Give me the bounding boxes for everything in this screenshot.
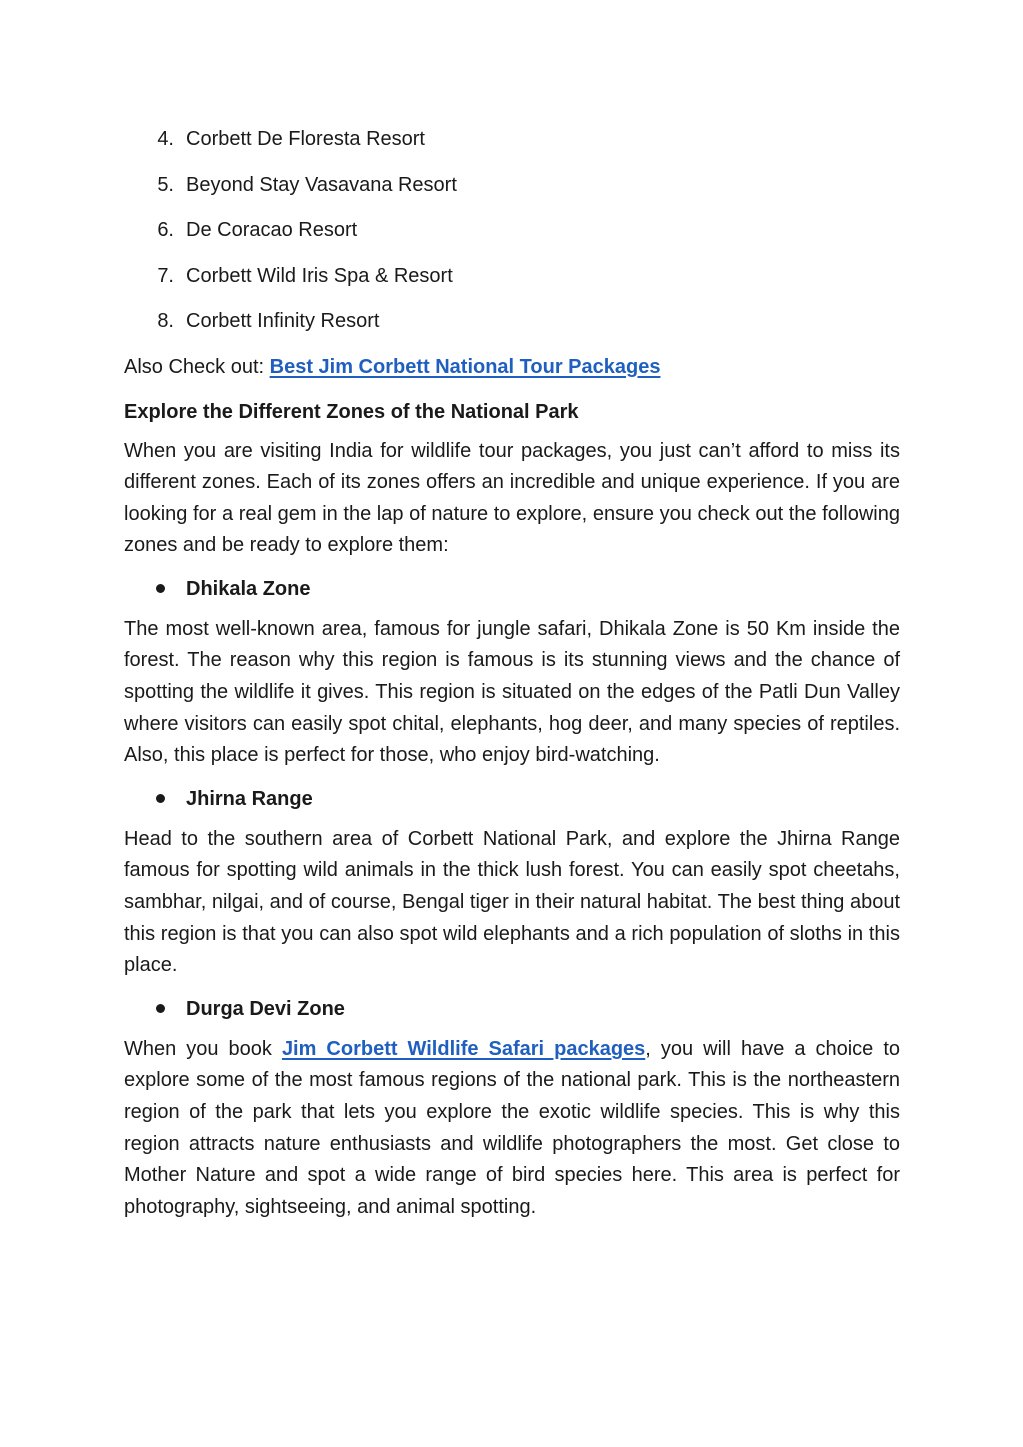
- list-item-label: Corbett De Floresta Resort: [186, 128, 425, 150]
- list-item-number: 5.: [157, 173, 174, 196]
- list-item: [124, 209, 900, 255]
- zone-title: Dhikala Zone: [186, 577, 311, 600]
- list-item: [124, 164, 900, 210]
- zone-text-prefix: When you book: [124, 1037, 282, 1060]
- list-item-label: Corbett Wild Iris Spa & Resort: [186, 264, 453, 287]
- list-item-number: 6.: [157, 219, 174, 241]
- zone-title: Jhirna Range: [186, 787, 313, 810]
- bullet-icon: [156, 584, 165, 593]
- document-page: [124, 118, 900, 1223]
- section-heading: Explore the Different Zones of the National Park: [124, 400, 579, 423]
- list-item: [124, 118, 900, 164]
- zone-heading-durga-devi: [124, 988, 900, 1034]
- intro-paragraph: When you are visiting India for wildlife tour packages, you just can’t afford to miss its different zones. Each of its zones offers an incredible and unique experience. If you are looking for a real gem in the lap of nature to explore, ensure you check out the following zones and be ready to explore them:: [124, 439, 900, 557]
- bullet-icon: [156, 1004, 165, 1013]
- zone-title: Durga Devi Zone: [186, 997, 345, 1020]
- list-item: [124, 300, 900, 346]
- resort-list: [124, 118, 900, 346]
- also-check-prefix: Also Check out:: [124, 355, 270, 378]
- also-check-line: [124, 346, 900, 391]
- zone-paragraph-durga-devi: [124, 1034, 900, 1224]
- list-item: [124, 255, 900, 301]
- list-item-label: Beyond Stay Vasavana Resort: [186, 173, 457, 196]
- list-item-number: 4.: [157, 128, 174, 150]
- list-item-number: 7.: [157, 264, 174, 287]
- zone-paragraph-dhikala: The most well-known area, famous for jungle safari, Dhikala Zone is 50 Km inside the forest. The reason why this region is famous is its stunning views and the chance of spotting the wildlife it gives. This region is situated on the edges of the Patli Dun Valley where visitors can easily spot chital, elephants, hog deer, and many species of reptiles. Also, this place is perfect for those, who enjoy bird-watching.: [124, 617, 900, 767]
- zone-heading-jhirna: [124, 778, 900, 824]
- tour-packages-link[interactable]: Best Jim Corbett National Tour Packages: [269, 355, 661, 378]
- zone-paragraph-jhirna: Head to the southern area of Corbett National Park, and explore the Jhirna Range famous for spotting wild animals in the thick lush forest. You can easily spot cheetahs, sambhar, nilgai, and of course, Bengal tiger in their natural habitat. The best thing about this region is that you can also spot wild elephants and a rich population of sloths in this place.: [124, 827, 900, 977]
- list-item-label: Corbett Infinity Resort: [186, 310, 380, 332]
- zone-heading-dhikala: [124, 568, 900, 614]
- list-item-label: De Coracao Resort: [186, 219, 358, 241]
- bullet-icon: [156, 794, 165, 803]
- safari-packages-link[interactable]: Jim Corbett Wildlife Safari packages: [281, 1037, 646, 1060]
- zone-text-suffix: , you will have a choice to explore some of the most famous regions of the national park. This is the northeastern region of the park that lets you explore the exotic wildlife species. This is why this region attracts nature enthusiasts and wildlife photographers the most. Get close to Mother Nature and spot a wide range of bird species here. This area is perfect for photography, sightseeing, and animal spotting.: [124, 1037, 901, 1218]
- list-item-number: 8.: [157, 310, 174, 332]
